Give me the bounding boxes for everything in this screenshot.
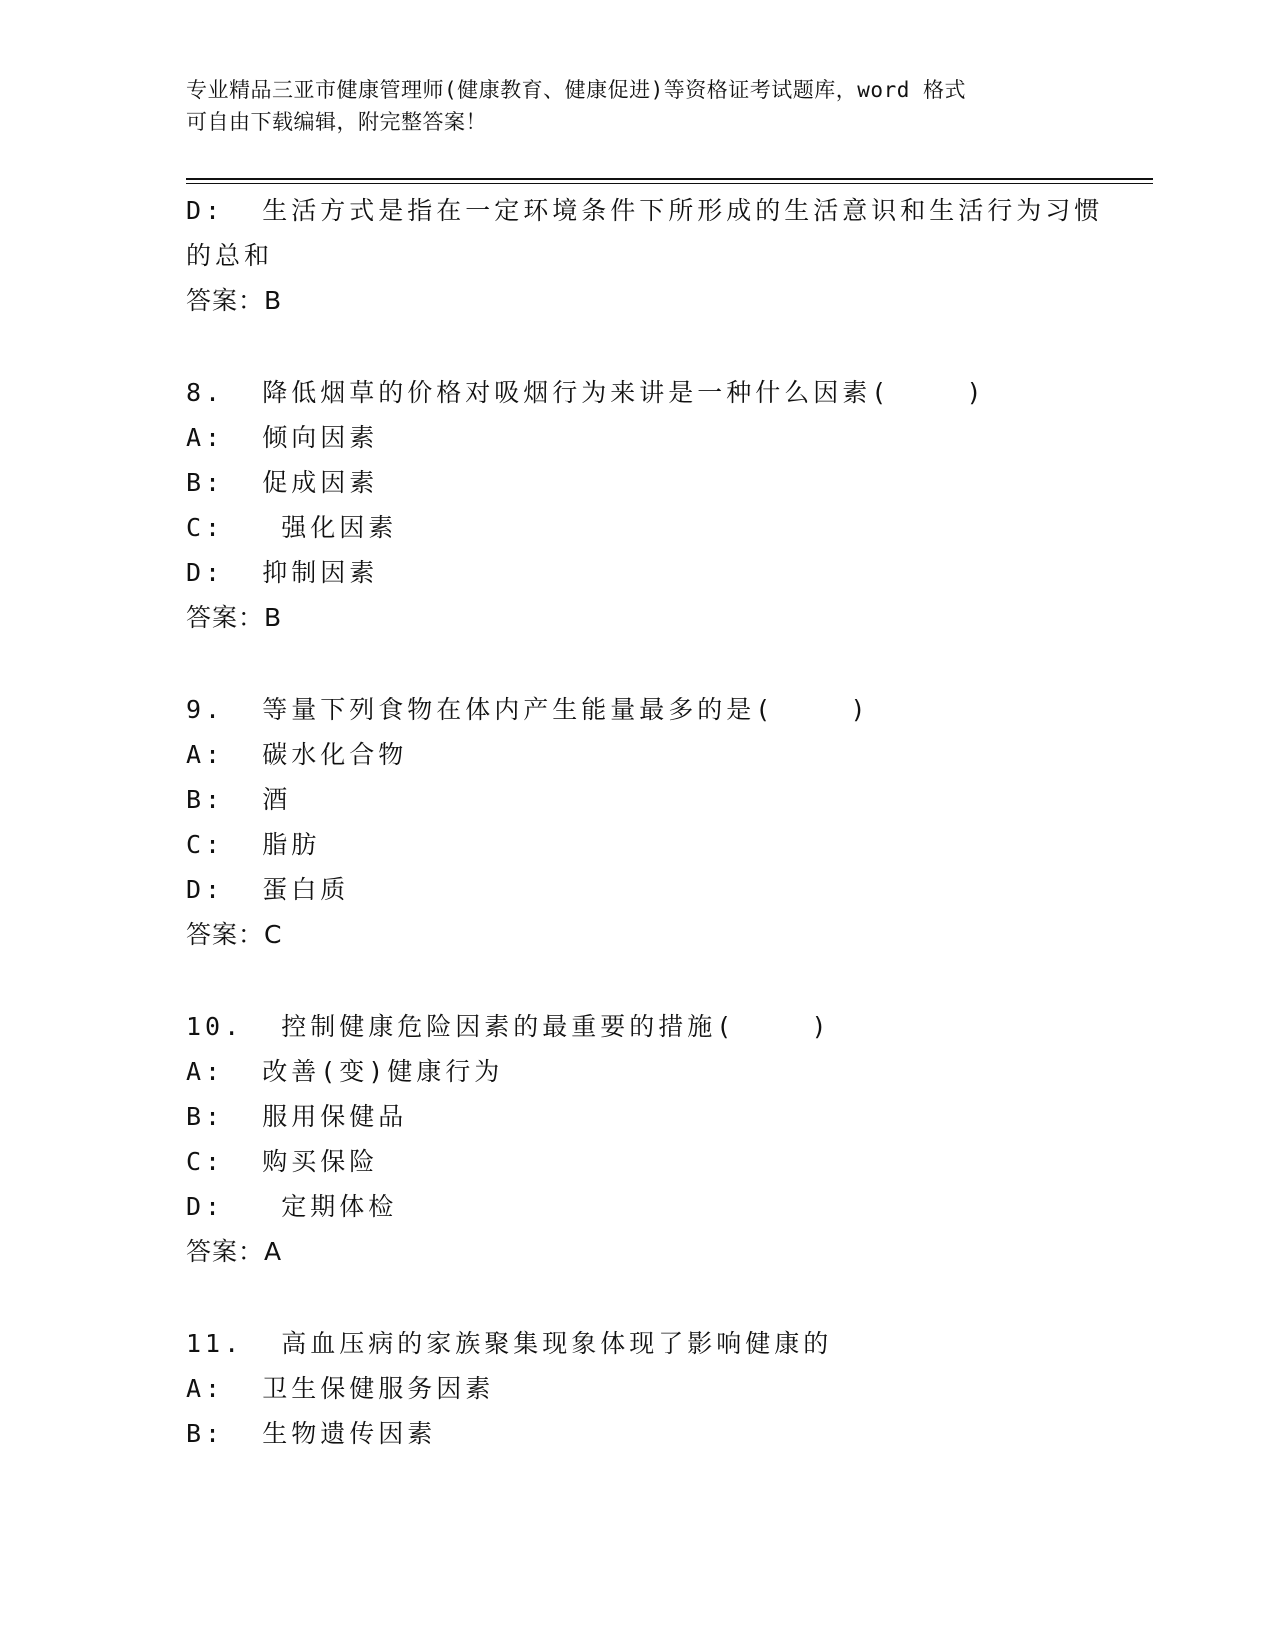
option-a: A: 倾向因素 — [186, 423, 379, 452]
option-b: B: 促成因素 — [186, 468, 379, 497]
option-a: A: 卫生保健服务因素 — [186, 1374, 495, 1403]
option-d: D: 抑制因素 — [186, 558, 379, 587]
header-rule-thick — [186, 178, 1153, 180]
option-b: B: 服用保健品 — [186, 1102, 408, 1131]
question-10 — [186, 1004, 1086, 1275]
header-rule-thin — [186, 183, 1153, 184]
option-a: A: 改善(变)健康行为 — [186, 1057, 504, 1086]
option-c: C: 购买保险 — [186, 1147, 379, 1176]
answer-line: 答案：C — [186, 920, 283, 949]
option-d-continued: 的总和 — [186, 241, 274, 270]
option-c: C: 强化因素 — [186, 513, 398, 542]
option-c: C: 脂肪 — [186, 830, 321, 859]
question-9 — [186, 687, 1086, 958]
answer-line: 答案：A — [186, 1237, 283, 1266]
question-stem: 11. 高血压病的家族聚集现象体现了影响健康的 — [186, 1329, 833, 1358]
option-d: D: 生活方式是指在一定环境条件下所形成的生活意识和生活行为习惯 — [186, 196, 1104, 225]
question-stem: 8. 降低烟草的价格对吸烟行为来讲是一种什么因素( ) — [186, 378, 986, 407]
option-d: D: 蛋白质 — [186, 875, 350, 904]
header-line-1: 专业精品三亚市健康管理师(健康教育、健康促进)等资格证考试题库，word 格式 — [186, 78, 966, 102]
question-stem: 10. 控制健康危险因素的最重要的措施( ) — [186, 1012, 831, 1041]
question-content — [186, 188, 1104, 1456]
option-b: B: 生物遗传因素 — [186, 1419, 437, 1448]
option-a: A: 碳水化合物 — [186, 740, 408, 769]
question-stem: 9. 等量下列食物在体内产生能量最多的是( ) — [186, 695, 870, 724]
answer-line: 答案：B — [186, 603, 283, 632]
option-d: D: 定期体检 — [186, 1192, 398, 1221]
question-8 — [186, 370, 1086, 641]
option-b: B: 酒 — [186, 785, 292, 814]
header-line-2: 可自由下载编辑，附完整答案！ — [186, 110, 487, 134]
page-header — [186, 74, 1086, 138]
previous-question-tail — [186, 188, 1104, 324]
question-11 — [186, 1321, 1086, 1456]
answer-line: 答案：B — [186, 286, 283, 315]
